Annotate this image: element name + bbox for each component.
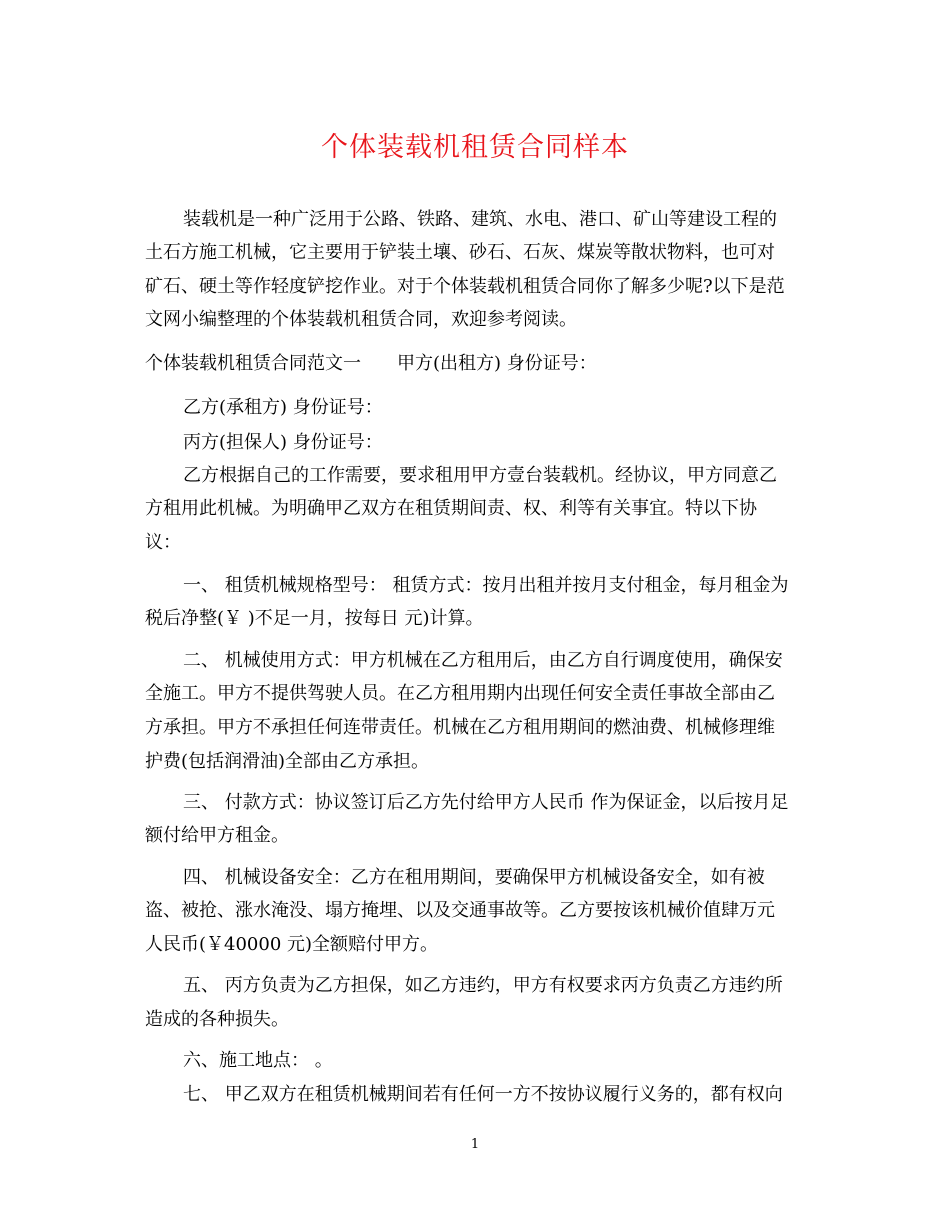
text-line: 全施工。甲方不提供驾驶人员。在乙方租用期内出现任何安全责任事故全部由乙 bbox=[145, 683, 775, 704]
text-line: 乙方根据自己的工作需要，要求租用甲方壹台装载机。经协议，甲方同意乙 bbox=[183, 465, 777, 486]
text-line: 矿石、硬土等作轻度铲挖作业。对于个体装载机租赁合同你了解多少呢?以下是范 bbox=[145, 276, 785, 297]
text-line: 四、 机械设备安全：乙方在租用期间，要确保甲方机械设备安全，如有被 bbox=[183, 867, 765, 888]
text-line: 额付给甲方租金。 bbox=[145, 825, 289, 846]
text-line: 造成的各种损失。 bbox=[145, 1009, 289, 1030]
text-line: 人民币(￥40000 元)全额赔付甲方。 bbox=[145, 934, 439, 955]
text-line: 六、施工地点： 。 bbox=[183, 1050, 333, 1071]
text-line: 个体装载机租赁合同范文一 甲方(出租方) 身份证号： bbox=[145, 353, 597, 374]
text-line: 文网小编整理的个体装载机租赁合同，欢迎参考阅读。 bbox=[145, 309, 577, 330]
text-line: 丙方(担保人) 身份证号： bbox=[183, 432, 383, 453]
text-line: 乙方(承租方) 身份证号： bbox=[183, 397, 383, 418]
text-line: 三、 付款方式：协议签订后乙方先付给甲方人民币 作为保证金，以后按月足 bbox=[183, 792, 789, 813]
text-line: 一、 租赁机械规格型号： 租赁方式：按月出租并按月支付租金，每月租金为 bbox=[183, 575, 789, 596]
text-line: 方承担。甲方不承担任何连带责任。机械在乙方租用期间的燃油费、机械修理维 bbox=[145, 717, 775, 738]
text-line: 盗、被抢、涨水淹没、塌方掩埋、以及交通事故等。乙方要按该机械价值肆万元 bbox=[145, 900, 775, 921]
text-line: 护费(包括润滑油)全部由乙方承担。 bbox=[145, 751, 430, 772]
document-title: 个体装载机租赁合同样本 bbox=[321, 132, 629, 163]
text-line: 装载机是一种广泛用于公路、铁路、建筑、水电、港口、矿山等建设工程的 bbox=[183, 209, 777, 230]
text-line: 方租用此机械。为明确甲乙双方在租赁期间责、权、利等有关事宜。特以下协 bbox=[145, 498, 757, 519]
text-line: 议： bbox=[145, 532, 181, 553]
text-line: 税后净整(￥ )不足一月，按每日 元)计算。 bbox=[145, 608, 484, 629]
text-line: 土石方施工机械，它主要用于铲装土壤、砂石、石灰、煤炭等散状物料，也可对 bbox=[145, 242, 775, 263]
text-line: 二、 机械使用方式：甲方机械在乙方租用后，由乙方自行调度使用，确保安 bbox=[183, 650, 783, 671]
text-line: 七、 甲乙双方在租赁机械期间若有任何一方不按协议履行义务的，都有权向 bbox=[183, 1084, 783, 1105]
text-line: 五、 丙方负责为乙方担保，如乙方违约，甲方有权要求丙方负责乙方违约所 bbox=[183, 975, 783, 996]
page-number: 1 bbox=[470, 1137, 480, 1152]
